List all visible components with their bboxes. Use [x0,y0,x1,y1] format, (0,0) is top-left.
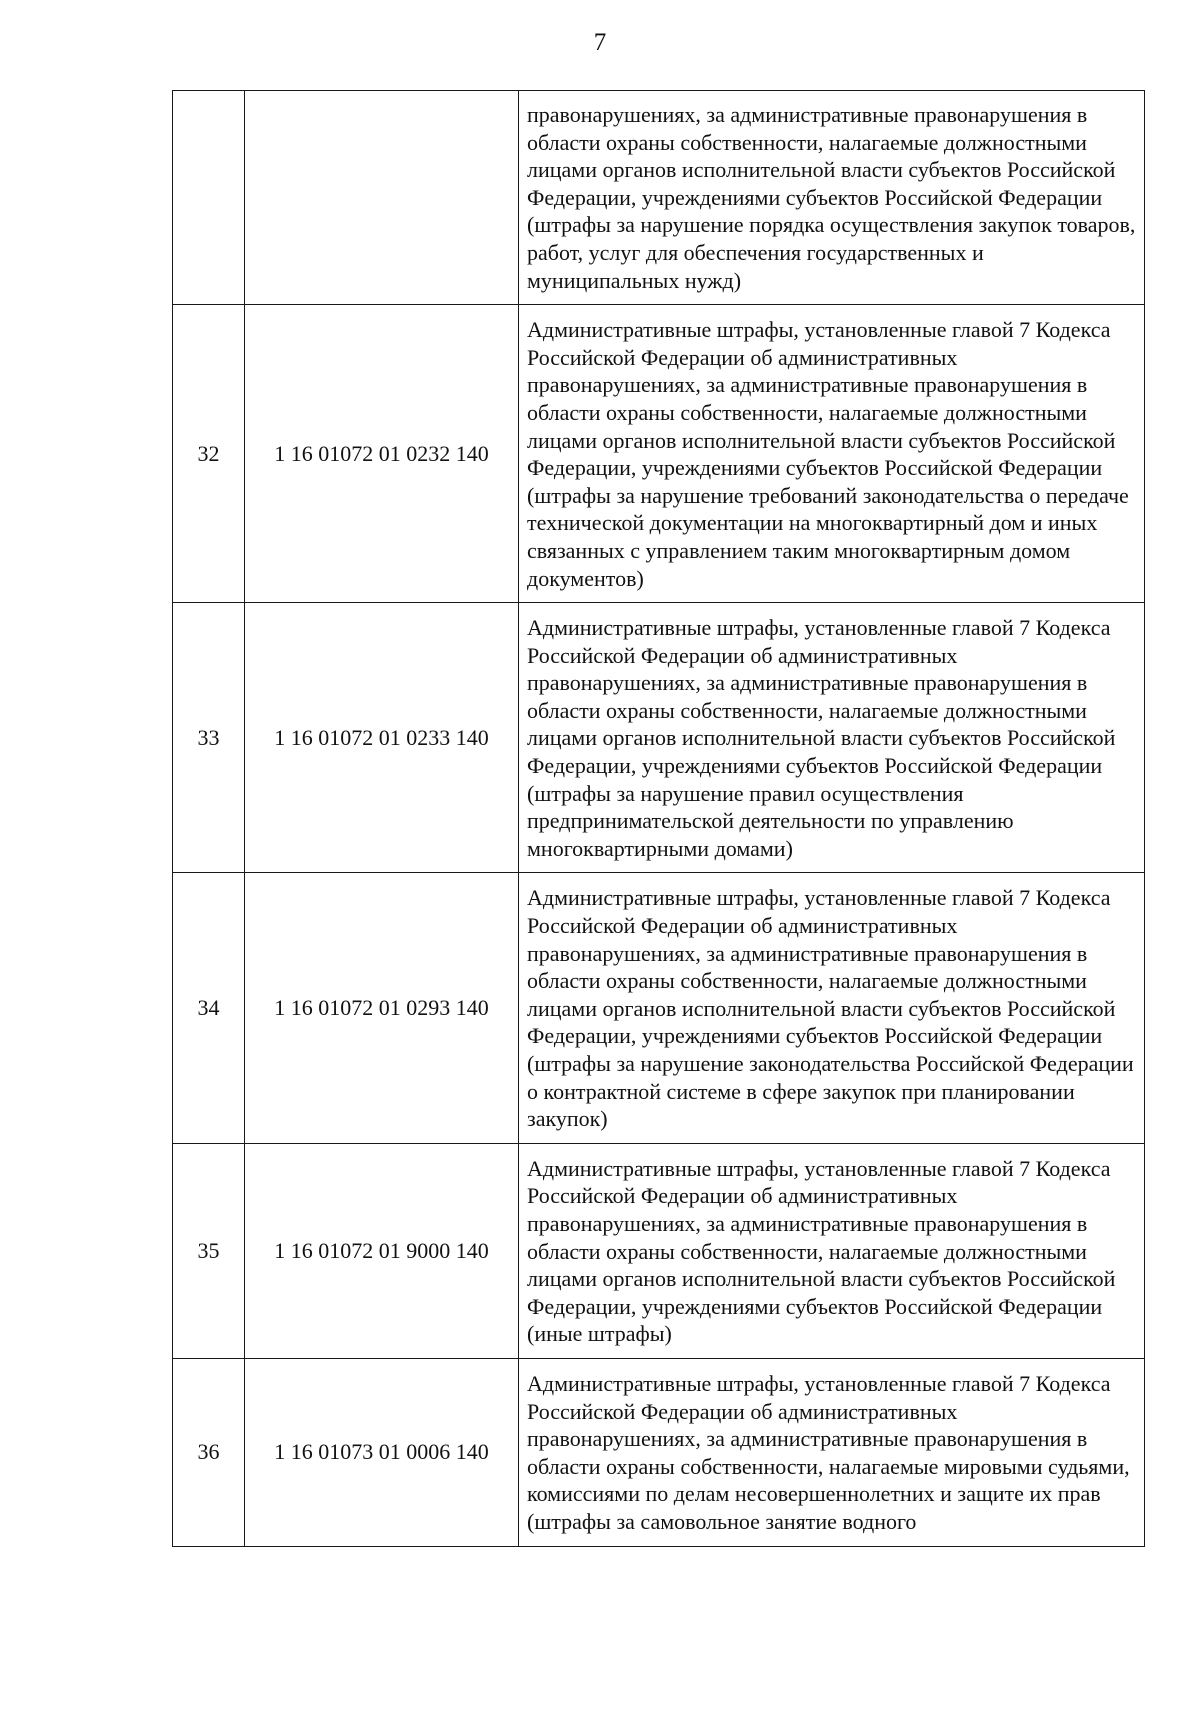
row-number: 36 [173,1358,245,1546]
row-description: Административные штрафы, установленные главой 7 Кодекса Российской Федерации об административных правонарушениях, за административные правонарушения в области охраны собственности, налагаемые должностными лицами органов исполнительной власти субъектов Российской Федерации, учреждениями субъектов Российской Федерации (штрафы за нарушение законодательства Российской Федерации о контрактной системе в сфере закупок при планировании закупок) [519,873,1145,1143]
row-number: 33 [173,603,245,873]
row-number: 34 [173,873,245,1143]
row-number: 35 [173,1143,245,1358]
revenue-codes-table [172,90,1145,1547]
table-row [173,305,1145,603]
budget-code: 1 16 01073 01 0006 140 [245,1358,519,1546]
row-number: 32 [173,305,245,603]
table-row [173,1143,1145,1358]
budget-code: 1 16 01072 01 0233 140 [245,603,519,873]
budget-code: 1 16 01072 01 9000 140 [245,1143,519,1358]
page-number: 7 [593,29,607,56]
table-row [173,873,1145,1143]
budget-code: 1 16 01072 01 0232 140 [245,305,519,603]
table-row [173,1358,1145,1546]
row-description: правонарушениях, за административные правонарушения в области охраны собственности, налагаемые должностными лицами органов исполнительной власти субъектов Российской Федерации, учреждениями субъектов Российской Федерации (штрафы за нарушение порядка осуществления закупок товаров, работ, услуг для обеспечения государственных и муниципальных нужд) [519,91,1145,305]
row-description: Административные штрафы, установленные главой 7 Кодекса Российской Федерации об административных правонарушениях, за административные правонарушения в области охраны собственности, налагаемые должностными лицами органов исполнительной власти субъектов Российской Федерации, учреждениями субъектов Российской Федерации (штрафы за нарушение требований законодательства о передаче технической документации на многоквартирный дом и иных связанных с управлением таким многоквартирным домом документов) [519,305,1145,603]
row-description: Административные штрафы, установленные главой 7 Кодекса Российской Федерации об административных правонарушениях, за административные правонарушения в области охраны собственности, налагаемые мировыми судьями, комиссиями по делам несовершеннолетних и защите их прав (штрафы за самовольное занятие водного [519,1358,1145,1546]
budget-code: 1 16 01072 01 0293 140 [245,873,519,1143]
row-number [173,91,245,305]
row-description: Административные штрафы, установленные главой 7 Кодекса Российской Федерации об административных правонарушениях, за административные правонарушения в области охраны собственности, налагаемые должностными лицами органов исполнительной власти субъектов Российской Федерации, учреждениями субъектов Российской Федерации (штрафы за нарушение правил осуществления предпринимательской деятельности по управлению многоквартирными домами) [519,603,1145,873]
row-description: Административные штрафы, установленные главой 7 Кодекса Российской Федерации об административных правонарушениях, за административные правонарушения в области охраны собственности, налагаемые должностными лицами органов исполнительной власти субъектов Российской Федерации, учреждениями субъектов Российской Федерации (иные штрафы) [519,1143,1145,1358]
table-row [173,91,1145,305]
budget-code [245,91,519,305]
table-row [173,603,1145,873]
